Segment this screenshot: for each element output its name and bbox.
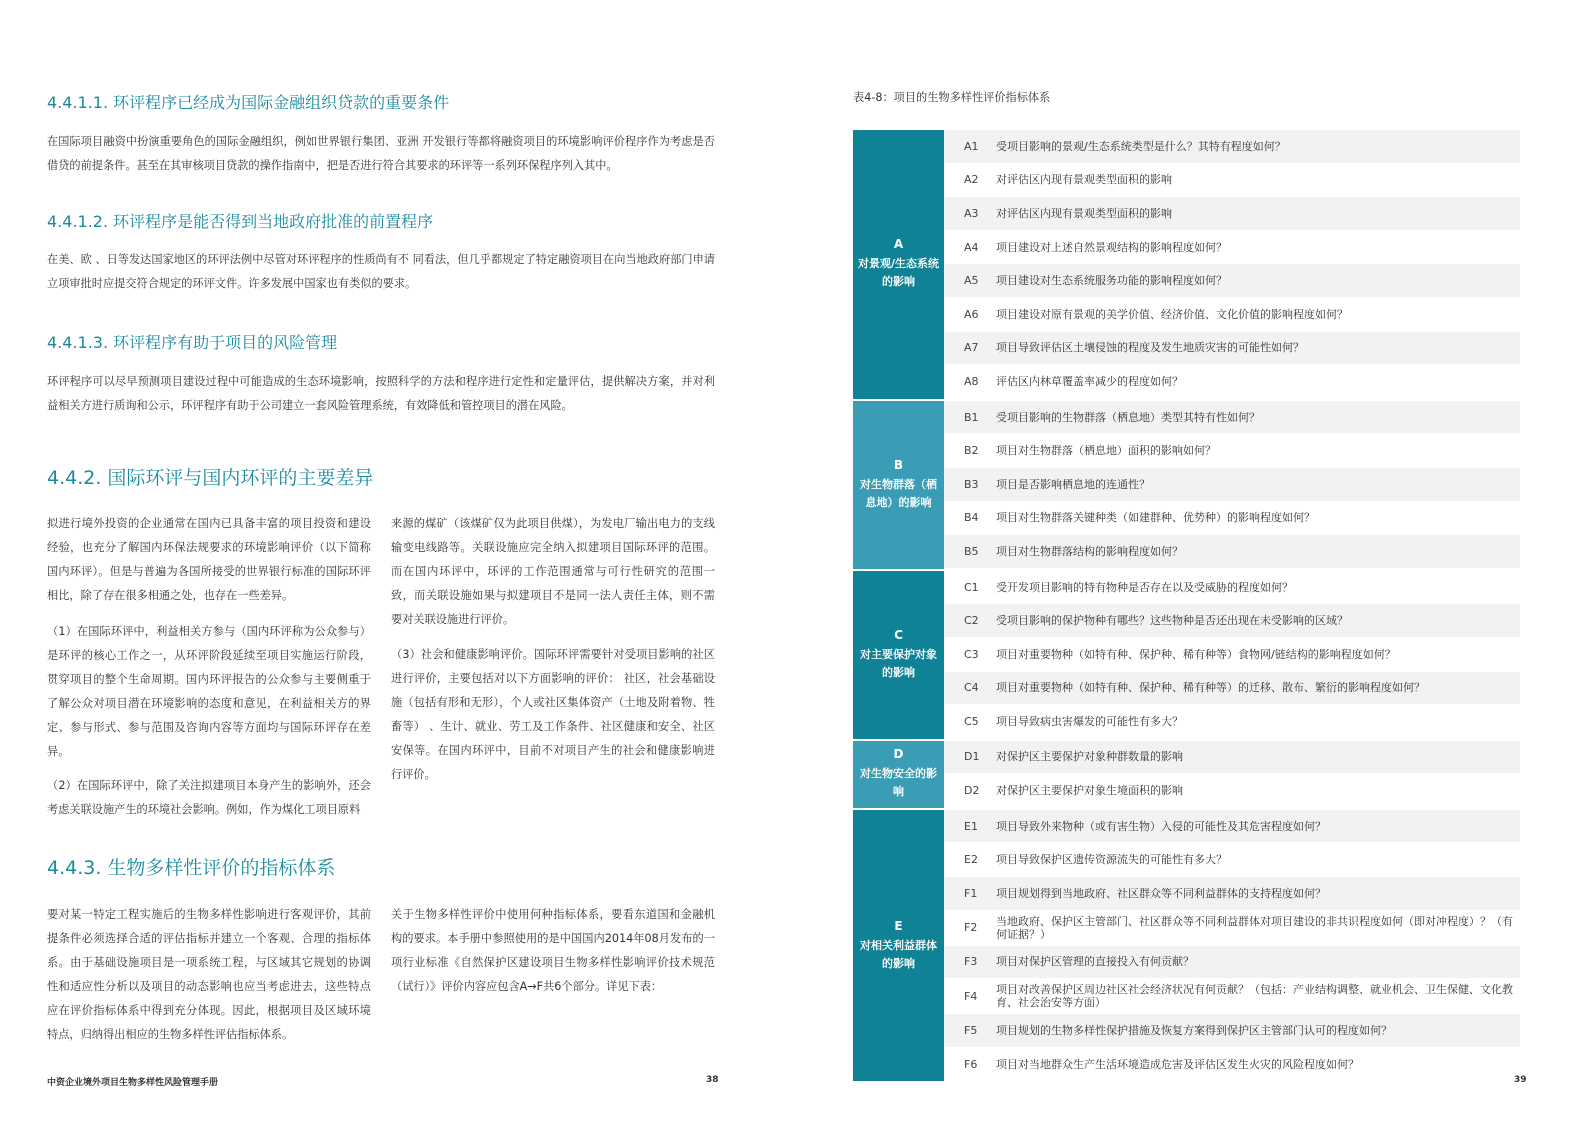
group-name: 对生物群落（栖息地）的影响	[860, 477, 937, 509]
indicator-question: 项目导致保护区遗传资源流失的可能性有多大？	[996, 853, 1227, 867]
indicator-code: F2	[964, 921, 978, 935]
indicator-code: F6	[964, 1057, 978, 1071]
indicator-code: F4	[964, 989, 978, 1003]
section-text-4-4-1-2: 在美、欧 、日等发达国家地区的环评法例中尽管对环评程序的性质尚有不 同看法，但几乎都规定了特定融资项目在向当地政府部门申请立项审批时应提交符合规定的环评文件。许多发展中国家也有类似的要求。	[47, 253, 715, 290]
section-4-4-2-col1-para1: 拟进行境外投资的企业通常在国内已具备丰富的项目投资和建设经验，也充分了解国内环保法规要求的环境影响评价（以下简称国内环评）。但是与普遍为各国所接受的世界银行标准的国际环评相比，除了存在很多相通之处，也存在一些差异。	[47, 517, 371, 602]
group-code: A	[893, 237, 904, 252]
indicator-code: E1	[964, 819, 978, 833]
indicator-code: C1	[964, 580, 979, 594]
indicator-question: 项目对生物群落（栖息地）面积的影响如何？	[996, 444, 1216, 458]
section-text-4-4-1-3: 环评程序可以尽早预测项目建设过程中可能造成的生态环境影响，按照科学的方法和程序进行定性和定量评估，提供解决方案，并对利益相关方进行质询和公示，环评程序有助于公司建立一套风险管理系统，有效降低和管控项目的潜在风险。	[47, 375, 715, 412]
indicator-question: 项目建设对原有景观的美学价值、经济价值、文化价值的影响程度如何？	[996, 307, 1348, 321]
table-row	[944, 810, 1520, 844]
indicator-question: 受项目影响的保护物种有哪些？这些物种是否还出现在未受影响的区域？	[996, 614, 1348, 628]
indicator-question: 项目对重要物种（如特有种、保护种、稀有种等）的迁移、散布、繁衍的影响程度如何？	[996, 681, 1425, 695]
table-row	[944, 130, 1520, 164]
indicator-code: A3	[964, 206, 979, 220]
table-row	[944, 946, 1520, 980]
indicator-question: 受项目影响的景观/生态系统类型是什么？其特有程度如何？	[996, 139, 1286, 153]
table-row	[944, 774, 1520, 808]
indicator-question: 项目规划得到当地政府、社区群众等不同利益群体的支持程度如何？	[996, 886, 1326, 900]
group-name: 对主要保护对象的影响	[860, 647, 937, 679]
indicator-code: F5	[964, 1024, 978, 1038]
table-row	[944, 365, 1520, 399]
table-row	[944, 672, 1520, 706]
indicator-question: 当地政府、保护区主管部门、社区群众等不同利益群体对项目建设的非共识程度如何（即对冲程度）？（有何证据？）	[996, 914, 1513, 941]
table-row	[944, 604, 1520, 638]
section-heading-4-4-1-2: 4.4.1.2. 环评程序是能否得到当地政府批准的前置程序	[47, 212, 434, 231]
section-heading-4-4-3: 4.4.3. 生物多样性评价的指标体系	[47, 857, 336, 879]
table-group	[853, 808, 1520, 1082]
table-group	[853, 130, 1520, 399]
table-row	[944, 705, 1520, 739]
table-row	[944, 877, 1520, 911]
group-name: 对景观/生态系统的影响	[857, 257, 940, 289]
table-row	[944, 1014, 1520, 1048]
group-code: B	[893, 457, 904, 472]
section-4-4-2-col2-para2: （3）社会和健康影响评价。国际环评需要针对受项目影响的社区进行评价，主要包括对以下方面影响的评价： 社区，社会基础设施（包括有形和无形），个人或社区集体资产（土地及附着物、牲畜等） 、生计、就业、劳工及工作条件、社区健康和安全、社区安保等。在国内环评中，目前不对项目产生的社会和健康影响进行评价。	[391, 648, 715, 781]
indicator-code: B4	[964, 511, 979, 525]
section-4-4-2-col1-para3: （2）在国际环评中，除了关注拟建项目本身产生的影响外，还会考虑关联设施产生的环境社会影响。例如，作为煤化工项目原料	[47, 779, 371, 816]
section-heading-4-4-1-1: 4.4.1.1. 环评程序已经成为国际金融组织贷款的重要条件	[47, 93, 450, 112]
table-row	[944, 638, 1520, 672]
indicator-code: F1	[964, 886, 978, 900]
table-group	[853, 569, 1520, 739]
indicator-code: B1	[964, 410, 979, 424]
table-row	[944, 401, 1520, 435]
group-label	[853, 401, 944, 569]
section-heading-4-4-1-3: 4.4.1.3. 环评程序有助于项目的风险管理	[47, 333, 338, 352]
indicator-question: 项目建设对上述自然景观结构的影响程度如何？	[996, 240, 1227, 254]
table-row	[944, 502, 1520, 536]
table-row	[944, 231, 1520, 265]
table-row	[944, 1048, 1520, 1082]
indicator-code: B5	[964, 544, 979, 558]
indicator-code: F3	[964, 955, 978, 969]
page-number-right: 39	[1514, 1075, 1527, 1085]
right-page	[793, 0, 1587, 1123]
indicator-code: C3	[964, 647, 979, 661]
indicator-question: 项目规划的生物多样性保护措施及恢复方案得到保护区主管部门认可的程度如何？	[996, 1024, 1392, 1038]
indicator-question: 项目对重要物种（如特有种、保护种、稀有种等）食物网/链结构的影响程度如何？	[996, 647, 1396, 661]
indicator-question: 对保护区主要保护对象生境面积的影响	[996, 784, 1183, 798]
table-row	[944, 535, 1520, 569]
footer-book-title: 中资企业境外项目生物多样性风险管理手册	[47, 1078, 219, 1088]
indicator-question: 项目是否影响栖息地的连通性？	[996, 477, 1150, 491]
indicator-question: 项目导致病虫害爆发的可能性有多大？	[996, 714, 1183, 728]
table-row	[944, 298, 1520, 332]
table-row	[944, 911, 1520, 946]
indicator-question: 受开发项目影响的特有物种是否存在以及受威胁的程度如何？	[996, 580, 1293, 594]
indicator-question: 对保护区主要保护对象种群数量的影响	[996, 750, 1183, 764]
section-4-4-3-col1: 要对某一特定工程实施后的生物多样性影响进行客观评价，其前提条件必须选择合适的评估指标并建立一个客观、合理的指标体系。由于基础设施项目是一项系统工程，与区域其它规划的协调性和适应性分析以及项目的动态影响也应当考虑进去，这些特点应在评价指标体系中得到充分体现。因此，根据项目及区域环境特点，归纳得出相应的生物多样性评估指标体系。	[47, 908, 371, 1041]
indicator-code: C5	[964, 714, 979, 728]
indicator-question: 评估区内林草覆盖率减少的程度如何？	[996, 374, 1183, 388]
section-4-4-2-col1-para2: （1）在国际环评中，利益相关方参与（国内环评称为公众参与）是环评的核心工作之一，从环评阶段延续至项目实施运行阶段，贯穿项目的整个生命周期。国内环评报告的公众参与主要侧重于了解公众对项目潜在环境影响的态度和意见，在利益相关方的界定、参与形式、参与范围及咨询内容等方面均与国际环评存在差异。	[47, 625, 371, 758]
indicator-code: A1	[964, 139, 979, 153]
table-row	[944, 434, 1520, 468]
group-label	[853, 130, 944, 399]
table-row	[944, 264, 1520, 298]
group-code: C	[894, 627, 903, 642]
table-group	[853, 399, 1520, 569]
group-name: 对相关利益群体的影响	[860, 938, 937, 970]
page-number-left: 38	[706, 1075, 719, 1085]
indicator-code: A2	[964, 173, 979, 187]
table-row	[944, 332, 1520, 366]
group-code: E	[894, 918, 903, 933]
indicator-code: B3	[964, 477, 979, 491]
indicator-question: 项目对生物群落关键种类（如建群种、优势种）的影响程度如何？	[996, 511, 1315, 525]
table-row	[944, 741, 1520, 775]
table-caption: 表4-8：项目的生物多样性评价指标体系	[853, 91, 1051, 104]
indicator-code: A8	[964, 374, 979, 388]
table-row	[944, 843, 1520, 877]
group-label	[853, 571, 944, 739]
table-row	[944, 164, 1520, 198]
indicator-code: A4	[964, 240, 979, 254]
indicator-question: 对评估区内现有景观类型面积的影响	[996, 173, 1172, 187]
group-label	[853, 810, 944, 1082]
indicator-question: 项目对改善保护区周边社区社会经济状况有何贡献？（包括：产业结构调整、就业机会、卫生保健、文化教育、社会治安等方面）	[996, 983, 1513, 1010]
indicator-table	[853, 130, 1520, 1081]
section-4-4-3-col2: 关于生物多样性评价中使用何种指标体系，要看东道国和金融机构的要求。本手册中参照使用的是中国国内2014年08月发布的一项行业标准《自然保护区建设项目生物多样性影响评价技术规范（试行）》评价内容应包含A→F共6个部分。详见下表：	[391, 908, 715, 993]
table-row	[944, 979, 1520, 1014]
indicator-question: 项目导致外来物种（或有害生物）入侵的可能性及其危害程度如何？	[996, 819, 1326, 833]
indicator-code: B2	[964, 444, 979, 458]
indicator-code: A5	[964, 274, 979, 288]
indicator-code: A6	[964, 307, 979, 321]
table-group	[853, 739, 1520, 808]
indicator-question: 受项目影响的生物群落（栖息地）类型其特有性如何？	[996, 410, 1260, 424]
group-label	[853, 741, 944, 808]
indicator-question: 项目建设对生态系统服务功能的影响程度如何？	[996, 274, 1227, 288]
indicator-code: E2	[964, 853, 978, 867]
indicator-question: 项目导致评估区土壤侵蚀的程度及发生地质灾害的可能性如何？	[996, 341, 1304, 355]
table-row	[944, 197, 1520, 231]
section-text-4-4-1-1: 在国际项目融资中扮演重要角色的国际金融组织，例如世界银行集团、亚洲 开发银行等都将融资项目的环境影响评价程序作为考虑是否借贷的前提条件。甚至在其审核项目贷款的操作指南中，把是否进行符合其要求的环评等一系列环保程序列入其中。	[47, 135, 715, 172]
indicator-code: C4	[964, 681, 979, 695]
section-4-4-2-col2-para1: 来源的煤矿（该煤矿仅为此项目供煤），为发电厂输出电力的支线输变电线路等。关联设施应完全纳入拟建项目国际环评的范围。而在国内环评中，环评的工作范围通常与可行性研究的范围一致，而关联设施如果与拟建项目不是同一法人责任主体，则不需要对关联设施进行评价。	[391, 517, 715, 626]
left-page	[0, 0, 793, 1123]
section-heading-4-4-2: 4.4.2. 国际环评与国内环评的主要差异	[47, 467, 374, 489]
indicator-question: 项目对保护区管理的直接投入有何贡献？	[996, 955, 1194, 969]
indicator-code: D2	[964, 784, 980, 798]
indicator-question: 项目对当地群众生产生活环境造成危害及评估区发生火灾的风险程度如何？	[996, 1057, 1359, 1071]
indicator-code: D1	[964, 750, 980, 764]
indicator-code: C2	[964, 614, 979, 628]
indicator-question: 项目对生物群落结构的影响程度如何？	[996, 544, 1183, 558]
table-row	[944, 468, 1520, 502]
indicator-question: 对评估区内现有景观类型面积的影响	[996, 206, 1172, 220]
group-name: 对生物安全的影响	[860, 767, 937, 799]
group-code: D	[893, 747, 904, 762]
table-row	[944, 571, 1520, 605]
indicator-code: A7	[964, 341, 979, 355]
